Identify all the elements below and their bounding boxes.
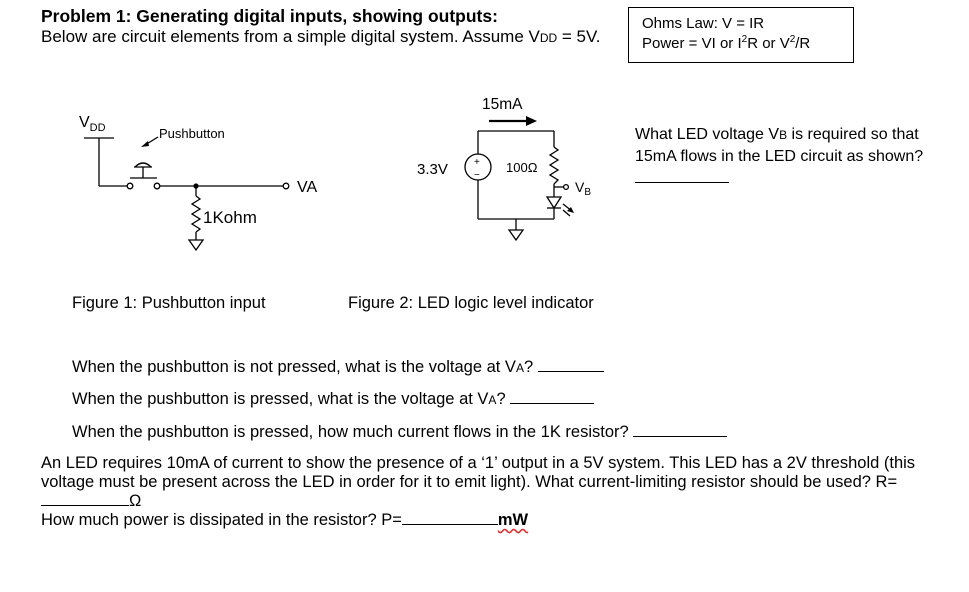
power-text-b: R or V — [747, 35, 790, 52]
r-answer-blank[interactable] — [41, 493, 129, 506]
vdd-label: $V_{DD}$ — [79, 114, 106, 134]
pushbutton-label: Pushbutton — [159, 126, 225, 141]
ground-symbol-1 — [189, 240, 203, 250]
power-sup-2: 2 — [789, 34, 796, 45]
current-label: 15mA — [482, 96, 523, 113]
led-question-line2: 15mA flows in the LED circuit as shown? — [635, 148, 924, 165]
source-minus: − — [474, 170, 480, 181]
vb-label: $V_B$ — [575, 179, 592, 198]
question-1 — [72, 358, 604, 377]
mw-unit: mW — [497, 511, 529, 529]
va-label: VA — [297, 179, 318, 196]
1k-resistor — [192, 196, 200, 232]
100-ohm-resistor — [550, 147, 558, 184]
q2-text-b: ? — [496, 390, 511, 408]
intro-end: = 5V. — [557, 27, 601, 46]
switch-contact-right — [154, 183, 160, 189]
q3-text: When the pushbutton is pressed, how much current flows in the 1K resistor? — [72, 423, 634, 441]
led-q-text-b: is required so that — [787, 126, 919, 143]
figure2-circuit — [465, 116, 574, 240]
led-q-sub: B — [779, 128, 788, 142]
led-answer-blank[interactable] — [635, 168, 729, 183]
source-plus: + — [474, 157, 480, 168]
q3-answer-blank[interactable] — [633, 424, 727, 437]
ohm-unit: Ω — [129, 492, 142, 510]
vb-terminal — [564, 185, 569, 190]
source-voltage-label: 3.3V — [417, 161, 448, 178]
p-answer-blank[interactable] — [402, 512, 498, 525]
question-2 — [72, 390, 594, 409]
q1-text-a: When the pushbutton is not pressed, what is the voltage at V — [72, 358, 516, 376]
q2-text-a: When the pushbutton is pressed, what is the voltage at V — [72, 390, 489, 408]
power-text-c: /R — [795, 35, 811, 52]
led-voltage-question — [635, 124, 923, 190]
q2-sub: A — [488, 393, 497, 407]
q2-answer-blank[interactable] — [510, 391, 594, 404]
ohms-law-line: Ohms Law: V = IR — [642, 15, 765, 32]
ground-symbol-2 — [509, 230, 523, 240]
intro-sub: DD — [539, 31, 558, 45]
question-3 — [72, 423, 727, 442]
figure1-circuit — [84, 137, 289, 250]
q1-sub: A — [515, 361, 524, 375]
led-resistor-paragraph — [41, 454, 941, 530]
va-terminal — [283, 183, 289, 189]
figure1-caption: Figure 1: Pushbutton input — [72, 294, 266, 312]
led-symbol — [547, 197, 561, 208]
paragraph-text-2: How much power is dissipated in the resistor? P= — [41, 511, 402, 529]
q1-text-b: ? — [523, 358, 538, 376]
power-text-a: Power = VI or I — [642, 35, 742, 52]
switch-contact-left — [127, 183, 133, 189]
problem-title: Problem 1: Generating digital inputs, showing outputs: — [41, 6, 498, 26]
led-q-text-a: What LED voltage V — [635, 126, 780, 143]
paragraph-text-1: An LED requires 10mA of current to show the presence of a ‘1’ output in a 5V system. This LED has a 2V threshold (this voltage must be present across the LED in order for it to emit light). What current-limiting resistor should be used? R= — [41, 454, 916, 491]
resistor-1k-label: 1Kohm — [203, 208, 257, 227]
led-question-line1 — [635, 124, 923, 146]
q1-answer-blank[interactable] — [538, 359, 604, 372]
figure2-caption: Figure 2: LED logic level indicator — [348, 294, 594, 312]
intro-text: Below are circuit elements from a simple digital system. Assume V — [41, 27, 540, 46]
power-sup-1: 2 — [741, 34, 748, 45]
resistor-100-label: 100Ω — [506, 160, 538, 175]
